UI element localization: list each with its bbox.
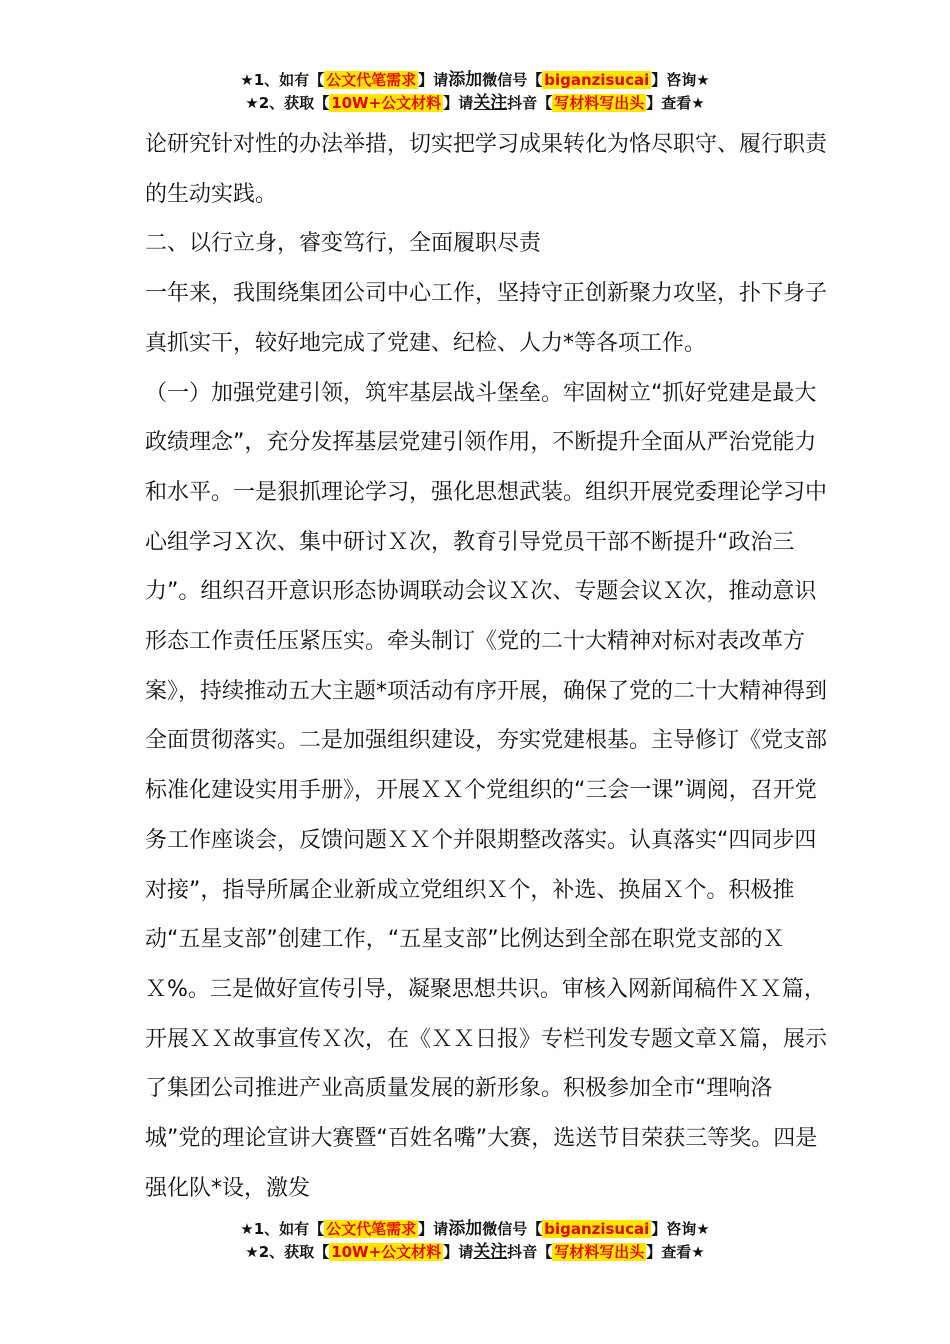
banner-text: ★1、如有【 (240, 1220, 325, 1238)
banner-text: 】查看★ (646, 94, 705, 112)
banner-text: ★1、如有【 (240, 71, 325, 89)
banner-line-2 (0, 1241, 950, 1264)
banner-line-2 (0, 92, 950, 115)
header-banner (0, 69, 950, 115)
banner-emphasis: 关注 (473, 93, 508, 113)
body-paragraph: 一年来，我围绕集团公司中心工作，坚持守正创新聚力攻坚，扑下身子真抓实干，较好地完成了党建、纪检、人力*等各项工作。 (145, 281, 828, 356)
banner-text: 】请 (418, 71, 449, 89)
document-body (145, 120, 827, 1213)
banner-text: ★2、获取【 (245, 1243, 330, 1261)
banner-text: 】请 (443, 94, 474, 112)
banner-text: 】请 (443, 1243, 474, 1261)
banner-emphasis: 添加 (448, 1219, 483, 1239)
banner-highlight: 10W+公文材料 (331, 1243, 442, 1261)
banner-highlight: 公文代笔需求 (326, 71, 417, 89)
banner-text: 】咨询★ (651, 71, 710, 89)
banner-line-1 (0, 69, 950, 92)
banner-text: 】查看★ (646, 1243, 705, 1261)
banner-wechat-id: biganzisucai (544, 1220, 650, 1238)
banner-wechat-id: biganzisucai (544, 71, 650, 89)
banner-text: 抖音【 (507, 94, 553, 112)
banner-emphasis: 添加 (448, 70, 483, 90)
banner-emphasis: 关注 (473, 1242, 508, 1262)
banner-douyin-id: 写材料写出头 (554, 1243, 645, 1261)
banner-text: 微信号【 (482, 71, 543, 89)
section-heading: 二、以行立身，睿变笃行，全面履职尽责 (145, 231, 542, 257)
banner-highlight: 10W+公文材料 (331, 94, 442, 112)
banner-text: ★2、获取【 (245, 94, 330, 112)
footer-banner (0, 1218, 950, 1264)
banner-text: 抖音【 (507, 1243, 553, 1261)
banner-text: 微信号【 (482, 1220, 543, 1238)
banner-text: 】咨询★ (651, 1220, 710, 1238)
body-paragraph: （一）加强党建引领，筑牢基层战斗堡垒。牢固树立“抓好党建是最大政绩理念”，充分发挥基层党建引领作用，不断提升全面从严治党能力和水平。一是狠抓理论学习，强化思想武装。组织开展党委理论学习中心组学习Ｘ次、集中研讨Ｘ次，教育引导党员干部不断提升“政治三力”。组织召开意识形态协调联动会议Ｘ次、专题会议Ｘ次，推动意识形态工作责任压紧压实。牵头制订《党的二十大精神对标对表改革方案》，持续推动五大主题*项活动有序开展，确保了党的二十大精神得到全面贯彻落实。二是加强组织建设，夯实党建根基。主导修订《党支部标准化建设实用手册》，开展ＸＸ个党组织的“三会一课”调阅，召开党务工作座谈会，反馈问题ＸＸ个并限期整改落实。认真落实“四同步四对接”，指导所属企业新成立党组织Ｘ个，补选、换届Ｘ个。积极推动“五星支部”创建工作，“五星支部”比例达到全部在职党支部的ＸＸ%。三是做好宣传引导，凝聚思想共识。审核入网新闻稿件ＸＸ篇，开展ＸＸ故事宣传Ｘ次，在《ＸＸ日报》专栏刊发专题文章Ｘ篇，展示了集团公司推进产业高质量发展的新形象。积极参加全市“理响洛城”党的理论宣讲大赛暨“百姓名嘴”大赛，选送节目荣获三等奖。四是强化队*设，激发 (145, 380, 828, 1201)
banner-text: 】请 (418, 1220, 449, 1238)
body-paragraph: 论研究针对性的办法举措，切实把学习成果转化为恪尽职守、履行职责的生动实践。 (145, 132, 828, 207)
banner-douyin-id: 写材料写出头 (554, 94, 645, 112)
banner-highlight: 公文代笔需求 (326, 1220, 417, 1238)
banner-line-1 (0, 1218, 950, 1241)
